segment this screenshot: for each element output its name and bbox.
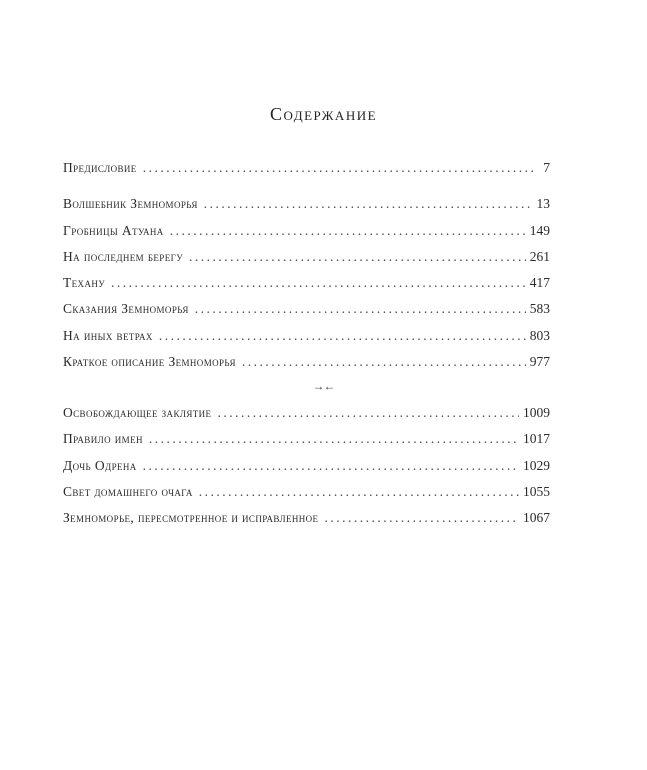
dot-leader <box>217 405 519 421</box>
toc-entry-page: 803 <box>529 327 550 343</box>
toc-entry-page: 1055 <box>523 483 550 499</box>
toc-entry-title: Дочь Одрена <box>63 457 137 473</box>
toc-entry-title: На последнем берегу <box>63 248 183 264</box>
toc-entry-page: 1017 <box>523 431 550 447</box>
toc-entry-title: Земноморье, пересмотренное и исправленное <box>63 510 319 526</box>
toc-entry-page: 1029 <box>523 457 550 473</box>
toc-entry-page: 1067 <box>523 510 550 526</box>
toc-entry-title: Гробницы Атуана <box>63 222 164 238</box>
toc-entry[interactable] <box>63 354 550 380</box>
toc-entry[interactable] <box>63 484 550 510</box>
toc-entry-title: Техану <box>63 275 106 291</box>
toc-entry[interactable] <box>63 510 550 536</box>
toc-entry-page: 7 <box>543 160 550 175</box>
toc-entry-title: На иных ветрах <box>63 327 153 343</box>
toc-entry[interactable] <box>63 275 550 301</box>
dot-leader <box>199 484 519 500</box>
toc-entry-title: Свет домашнего очага <box>63 483 193 499</box>
dot-leader <box>143 160 536 176</box>
toc-entry[interactable] <box>63 405 550 431</box>
toc-entry-title: Волшебник Земноморья <box>63 196 198 212</box>
toc-entry[interactable] <box>63 223 550 249</box>
toc-entry-page: 149 <box>529 222 550 238</box>
toc-entry-title: Освобождающее заклятие <box>63 405 212 420</box>
dot-leader <box>159 328 526 344</box>
dot-leader <box>324 510 519 526</box>
toc-entry[interactable] <box>63 458 550 484</box>
toc-entry-title: Правило имен <box>63 431 143 447</box>
toc-entry-page: 417 <box>529 275 550 291</box>
toc-entry-page: 583 <box>529 301 550 317</box>
toc-additional-works <box>63 405 550 536</box>
dot-leader <box>170 223 526 239</box>
toc-entry-title: Предисловие <box>63 160 137 175</box>
toc-entry[interactable] <box>63 160 550 186</box>
section-divider-ornament-icon: →← <box>312 379 335 393</box>
dot-leader <box>204 196 533 212</box>
toc-entry-title: Краткое описание Земноморья <box>63 354 236 370</box>
dot-leader <box>242 354 526 370</box>
toc-entry[interactable] <box>63 249 550 275</box>
toc-entry[interactable] <box>63 301 550 327</box>
dot-leader <box>149 431 519 447</box>
toc-entry[interactable] <box>63 196 550 222</box>
dot-leader <box>111 275 526 291</box>
toc-entry-title: Сказания Земноморья <box>63 301 189 317</box>
toc-entry-page: 261 <box>529 248 550 264</box>
dot-leader <box>195 301 526 317</box>
toc-entry-page: 13 <box>536 196 550 212</box>
toc-entry-page: 1009 <box>523 405 550 420</box>
dot-leader <box>143 458 519 474</box>
toc-entry[interactable] <box>63 431 550 457</box>
toc-main-works <box>63 160 550 380</box>
page-title: Содержание <box>269 104 378 124</box>
dot-leader <box>189 249 526 265</box>
toc-entry-page: 977 <box>529 354 550 370</box>
toc-entry[interactable] <box>63 328 550 354</box>
